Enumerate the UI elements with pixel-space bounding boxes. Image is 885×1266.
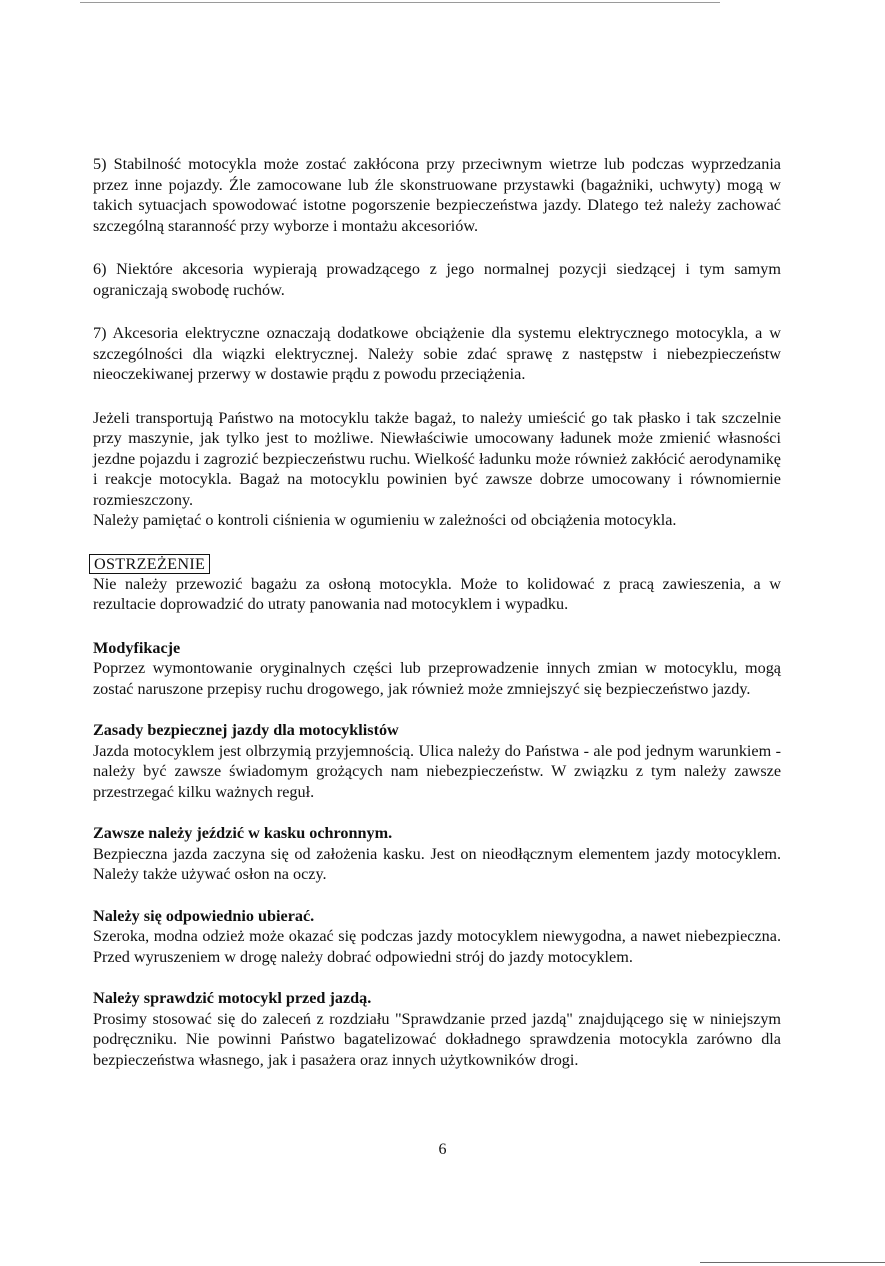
section-heading: Modyfikacje bbox=[93, 638, 181, 657]
section-clothing bbox=[93, 906, 781, 968]
section-helmet bbox=[93, 823, 781, 885]
page-content bbox=[93, 154, 781, 1070]
warning-block bbox=[93, 554, 781, 615]
warning-label: OSTRZEŻENIE bbox=[89, 554, 210, 574]
paragraph-stability: 5) Stabilność motocykla może zostać zakłócona przy przeciwnym wietrze lub podczas wyprzedzania przez inne pojazdy. Źle zamocowane lub źle skonstruowane przystawki (bagażniki, uchwyty) mogą w takich sytuacjach spowodować istotne pogorszenie bezpieczeństwa jazdy. Dlatego też należy zachować szczególną staranność przy wyborze i montażu akcesoriów. bbox=[93, 155, 781, 235]
scan-edge-bottom bbox=[700, 1262, 885, 1263]
paragraph-electrical-accessories: 7) Akcesoria elektryczne oznaczają dodatkowe obciążenie dla systemu elektrycznego motocykla, a w szczególności dla wiązki elektrycznej. Należy sobie zdać sprawę z następstw i niebezpieczeństw nieoczekiwanej przerwy w dostawie prądu z powodu przeciążenia. bbox=[93, 324, 781, 383]
section-text: Poprzez wymontowanie oryginalnych części lub przeprowadzenie innych zmian w motocyklu, mogą zostać naruszone przepisy ruchu drogowego, jak również może zmniejszyć się bezpieczeństwo jazdy. bbox=[93, 659, 781, 698]
page-number: 6 bbox=[438, 1141, 447, 1158]
section-text: Szeroka, modna odzież może okazać się podczas jazdy motocyklem niewygodna, a nawet niebezpieczna. Przed wyruszeniem w drogę należy dobrać odpowiedni strój do jazdy motocyklem. bbox=[93, 927, 781, 966]
section-text: Prosimy stosować się do zaleceń z rozdziału "Sprawdzanie przed jazdą" znajdującego się w niniejszym podręczniku. Nie powinni Państwo bagatelizować dokładnego sprawdzenia motocykla zarówno dla bezpieczeństwa własnego, jak i pasażera oraz innych użytkowników drogi. bbox=[93, 1009, 781, 1069]
section-heading: Należy sprawdzić motocykl przed jazdą. bbox=[93, 989, 372, 1007]
section-text: Jazda motocyklem jest olbrzymią przyjemnością. Ulica należy do Państwa - ale pod jednym warunkiem - należy być zawsze świadomym grożących nam niebezpieczeństw. W związku z tym należy zawsze przestrzegać kilku ważnych reguł. bbox=[93, 741, 781, 801]
section-text: Bezpieczna jazda zaczyna się od założenia kasku. Jest on nieodłącznym elementem jazdy motocyklem. Należy także używać osłon na oczy. bbox=[93, 844, 781, 883]
paragraph-tyre-pressure: Należy pamiętać o kontroli ciśnienia w ogumieniu w zależności od obciążenia motocykla. bbox=[93, 511, 677, 529]
paragraph-seating-position: 6) Niektóre akcesoria wypierają prowadzącego z jego normalnej pozycji siedzącej i tym samym ograniczają swobodę ruchów. bbox=[93, 260, 781, 299]
section-pre-ride-check bbox=[93, 988, 781, 1070]
section-heading: Zawsze należy jeździć w kasku ochronnym. bbox=[93, 824, 393, 842]
scan-edge-top bbox=[80, 2, 720, 3]
paragraph-luggage: Jeżeli transportują Państwo na motocyklu także bagaż, to należy umieścić go tak płasko i tak szczelnie przy maszynie, jak tylko jest to możliwe. Niewłaściwie umocowany ładunek może zmienić własności jezdne pojazdu i zagrozić bezpieczeństwu ruchu. Wielkość ładunku może również zakłócić aerodynamikę i reakcje motocykla. Bagaż na motocyklu powinien być zawsze dobrze umocowany i równomiernie rozmieszczony. bbox=[93, 408, 781, 509]
warning-text: Nie należy przewozić bagażu za osłoną motocykla. Może to kolidować z pracą zawieszenia, a w rezultacie doprowadzić do utraty panowania nad motocyklem i wypadku. bbox=[93, 574, 781, 613]
section-heading: Zasady bezpiecznej jazdy dla motocyklistów bbox=[93, 721, 399, 739]
section-modifications bbox=[93, 638, 781, 700]
section-safe-riding-rules bbox=[93, 720, 781, 802]
section-heading: Należy się odpowiednio ubierać. bbox=[93, 906, 315, 925]
